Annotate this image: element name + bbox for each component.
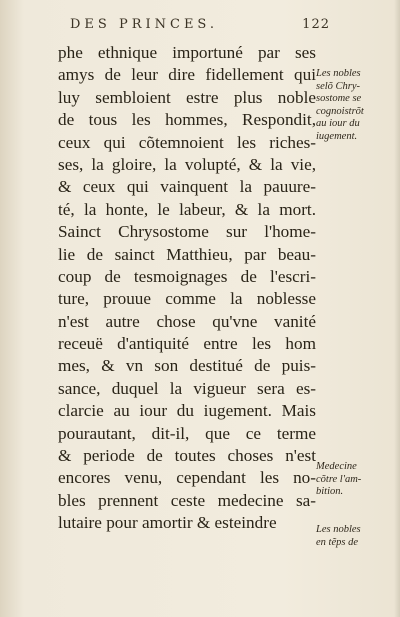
text-line: phe ethnique importuné par ses: [58, 43, 316, 62]
text-line: de tous les hommes, Respondit,: [58, 110, 316, 130]
text-line: bles prennent ceste medecine sa-: [58, 490, 316, 510]
text-line: ses, la gloire, la volupté, & la vie,: [58, 154, 316, 174]
text-line: encores venu, cependant les no-: [58, 468, 316, 488]
text-line: luy sembloient estre plus noble: [58, 87, 316, 107]
text-line: lie de sainct Matthieu, par beau-: [58, 244, 316, 264]
margin-note-line: Les nobles: [316, 524, 361, 535]
text-line: ceux qui cõtemnoient les riches-: [58, 132, 316, 152]
page-edge-shadow: [394, 0, 400, 617]
text-line: té, la honte, le labeur, & la mort.: [58, 199, 316, 219]
margin-note-line: iugement.: [316, 130, 358, 142]
text-line: lutaire pour amortir & esteindre: [58, 513, 277, 533]
margin-note-line: au iour du: [316, 118, 360, 129]
margin-note-line: cõtre l'am-: [316, 473, 362, 485]
text-line: & ceux qui vainquent la pauure-: [58, 177, 316, 197]
text-line: n'est autre chose qu'vne vanité: [58, 311, 316, 331]
margin-note-nobles-chrysostome: [316, 68, 396, 143]
text-line: ture, prouue comme la noblesse: [58, 289, 316, 309]
text-line: & periode de toutes choses n'est: [58, 446, 316, 466]
running-title: DES PRINCES.: [70, 17, 219, 32]
margin-note-line: en tẽps de: [316, 536, 358, 548]
margin-note-medecine: [316, 461, 396, 499]
main-text-block: [58, 42, 316, 535]
text-line: mes, & vn son destitué de puis-: [58, 356, 316, 376]
margin-note-line: selõ Chry-: [316, 80, 361, 92]
margin-note-line: sostome se: [316, 93, 362, 104]
text-line: Sainct Chrysostome sur l'home-: [58, 222, 316, 242]
page-number: 122: [302, 17, 330, 32]
margin-note-nobles-temps: [316, 524, 396, 549]
text-line: amys de leur dire fidellement qui: [58, 65, 316, 85]
running-head: [70, 17, 330, 32]
text-line: clarcie au iour du iugement. Mais: [58, 401, 316, 421]
text-line: coup de tesmoignages de l'escri-: [58, 266, 316, 286]
text-line: sance, duquel la vigueur sera es-: [58, 378, 316, 398]
margin-note-line: Les nobles: [316, 68, 361, 79]
margin-note-line: bition.: [316, 486, 344, 497]
margin-note-line: Medecine: [316, 461, 357, 472]
margin-note-line: cognoistrõt: [316, 105, 364, 117]
text-line: receuë d'antiquité entre les hom: [58, 334, 316, 354]
text-line: pourautant, dit-il, que ce terme: [58, 423, 316, 443]
